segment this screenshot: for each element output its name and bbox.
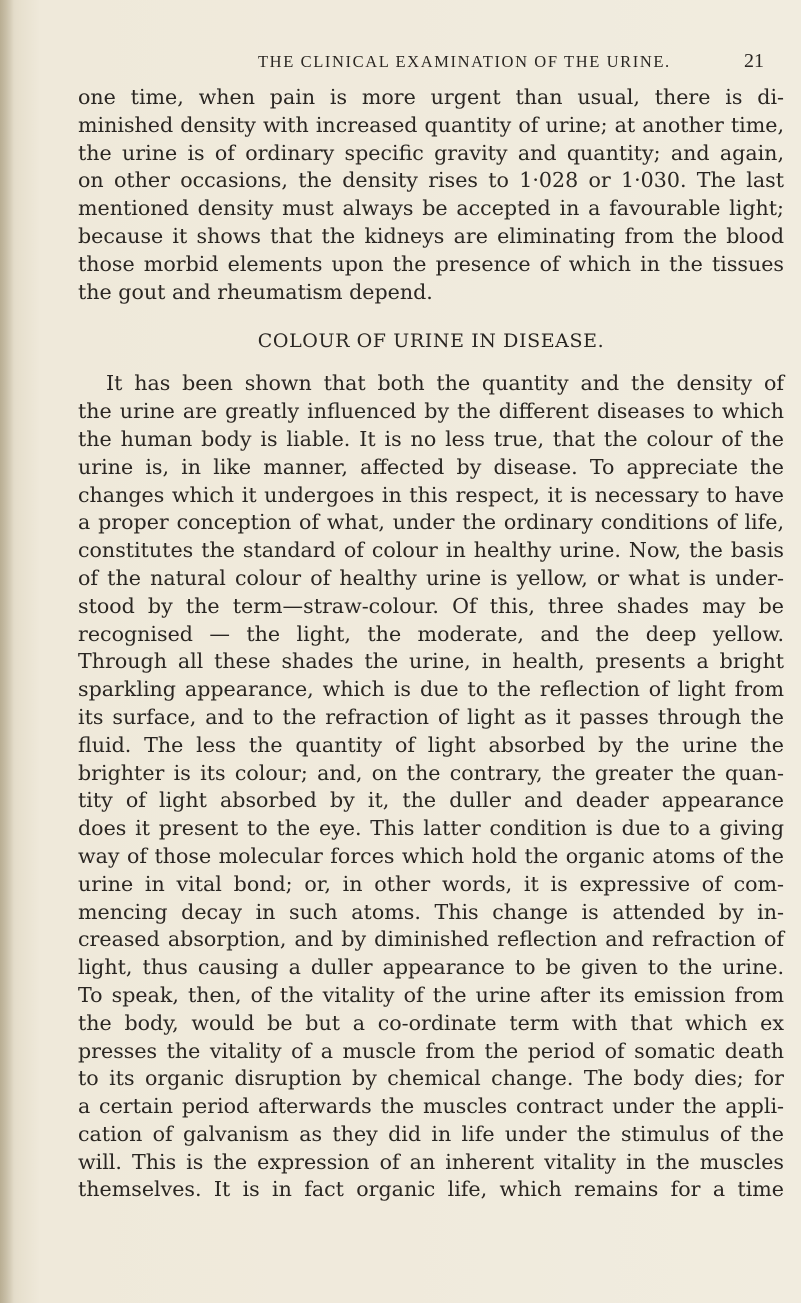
- text-line: the urine is of ordinary specific gravity and quantity; and again,: [78, 140, 784, 165]
- text-line: brighter is its colour; and, on the contrary, the greater the quan-: [78, 760, 784, 785]
- text-line: To speak, then, of the vitality of the urine after its emission from: [78, 982, 784, 1007]
- text-line: way of those molecular forces which hold the organic atoms of the: [78, 843, 784, 868]
- text-line: the body, would be but a co-ordinate term with that which ex: [78, 1010, 784, 1035]
- text-line: cation of galvanism as they did in life under the stimulus of the: [78, 1121, 784, 1146]
- text-line: the urine are greatly influenced by the different diseases to which: [78, 399, 784, 424]
- text-line: on other occasions, the density rises to 1·028 or 1·030. The last: [78, 168, 784, 193]
- text-line: a proper conception of what, under the ordinary conditions of life,: [78, 510, 784, 535]
- text-line: stood by the term—straw-colour. Of this, three shades may be: [78, 593, 784, 618]
- text-line: light, thus causing a duller appearance to be given to the urine.: [78, 955, 784, 980]
- text-line: the human body is liable. It is no less true, that the colour of the: [78, 426, 784, 451]
- running-head: [0, 52, 801, 78]
- text-line: urine in vital bond; or, in other words, it is expressive of com-: [78, 871, 784, 896]
- text-line: to its organic disruption by chemical change. The body dies; for: [78, 1066, 784, 1091]
- text-line: It has been shown that both the quantity and the density of: [106, 371, 784, 396]
- text-line: a certain period afterwards the muscles contract under the appli-: [78, 1094, 784, 1119]
- text-line: will. This is the expression of an inherent vitality in the muscles: [78, 1149, 784, 1174]
- text-line: one time, when pain is more urgent than usual, there is di-: [78, 85, 784, 109]
- paragraph-colour: [78, 370, 784, 1204]
- binding-shadow: [0, 0, 14, 1303]
- text-line: minished density with increased quantity of urine; at another time,: [78, 112, 784, 137]
- text-line: recognised — the light, the moderate, and the deep yellow.: [78, 621, 784, 646]
- text-line: does it present to the eye. This latter condition is due to a giving: [78, 816, 784, 841]
- text-line: changes which it undergoes in this respect, it is necessary to have: [78, 482, 784, 507]
- text-line: tity of light absorbed by it, the duller and deader appearance: [78, 788, 784, 813]
- text-line: of the natural colour of healthy urine is yellow, or what is under-: [78, 565, 784, 590]
- text-line: themselves. It is in fact organic life, which remains for a time: [78, 1177, 784, 1202]
- text-line: the gout and rheumatism depend.: [78, 279, 433, 304]
- text-line: urine is, in like manner, affected by disease. To appreciate the: [78, 454, 784, 479]
- running-title: THE CLINICAL EXAMINATION OF THE URINE.: [258, 52, 671, 71]
- page-number: 21: [744, 50, 764, 72]
- text-line: Through all these shades the urine, in health, presents a bright: [78, 649, 784, 674]
- section-heading: COLOUR OF URINE IN DISEASE.: [257, 330, 605, 353]
- text-line: fluid. The less the quantity of light absorbed by the urine the: [78, 732, 784, 757]
- text-line: mentioned density must always be accepted in a favourable light;: [78, 196, 784, 221]
- text-line: its surface, and to the refraction of light as it passes through the: [78, 704, 784, 729]
- text-line: presses the vitality of a muscle from the period of somatic death: [78, 1038, 784, 1063]
- text-line: constitutes the standard of colour in healthy urine. Now, the basis: [78, 538, 784, 563]
- text-line: mencing decay in such atoms. This change is attended by in-: [78, 899, 784, 924]
- text-line: those morbid elements upon the presence of which in the tissues: [78, 251, 784, 276]
- text-line: creased absorption, and by diminished reflection and refraction of: [78, 927, 784, 952]
- text-line: sparkling appearance, which is due to the reflection of light from: [78, 677, 784, 702]
- text-line: because it shows that the kidneys are eliminating from the blood: [78, 223, 784, 248]
- paragraph-continuation: [78, 84, 784, 306]
- body-text: [78, 84, 784, 1204]
